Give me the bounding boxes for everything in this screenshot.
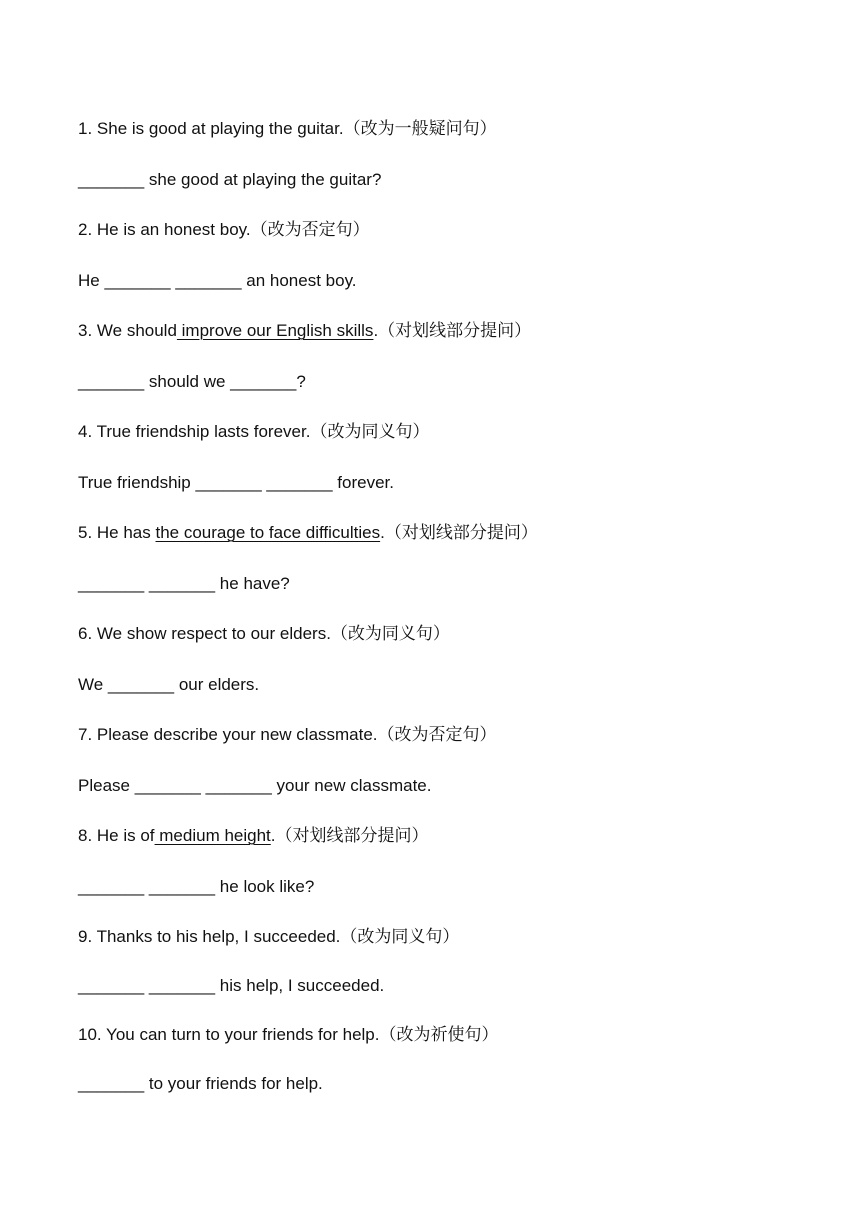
instruction: （改为祈使句） — [379, 1025, 499, 1044]
question-1-answer: _______ she good at playing the guitar? — [78, 170, 382, 189]
prompt-text: 8. He is of — [78, 826, 155, 845]
question-5-answer: _______ _______ he have? — [78, 574, 290, 593]
question-6-prompt — [78, 623, 450, 645]
instruction: （对划线部分提问） — [384, 523, 538, 542]
underlined-part: medium height — [154, 826, 271, 845]
question-10-prompt — [78, 1024, 498, 1046]
prompt-text: 9. Thanks to his help, I succeeded. — [78, 927, 341, 946]
question-3-prompt — [78, 320, 531, 342]
prompt-tail: . — [373, 321, 379, 340]
instruction: （改为同义句） — [310, 422, 430, 441]
prompt-text: 5. He has — [78, 523, 156, 542]
prompt-text: 2. He is an honest boy. — [78, 220, 251, 239]
question-9-prompt — [78, 926, 459, 948]
question-3-answer: _______ should we _______? — [78, 372, 306, 391]
question-7-prompt — [78, 724, 497, 746]
instruction: （对划线部分提问） — [275, 826, 429, 845]
question-8-prompt — [78, 825, 429, 847]
question-6-answer: We _______ our elders. — [78, 675, 260, 694]
instruction: （改为同义句） — [330, 624, 450, 643]
instruction: （改为一般疑问句） — [343, 119, 497, 138]
prompt-tail: . — [380, 523, 385, 542]
instruction: （改为同义句） — [340, 927, 460, 946]
instruction: （对划线部分提问） — [378, 321, 532, 340]
question-4-prompt — [78, 421, 429, 443]
prompt-tail: . — [270, 826, 276, 845]
question-9-answer: _______ _______ his help, I succeeded. — [78, 976, 385, 995]
prompt-text: 10. You can turn to your friends for help. — [78, 1025, 380, 1044]
question-1-prompt — [78, 118, 497, 140]
question-2-prompt — [78, 219, 370, 241]
underlined-part: the courage to face difficulties — [155, 523, 381, 542]
prompt-text: 6. We show respect to our elders. — [78, 624, 331, 643]
question-8-answer: _______ _______ he look like? — [78, 877, 315, 896]
underlined-part: improve our English skills — [176, 321, 374, 340]
instruction: （改为否定句） — [250, 220, 370, 239]
prompt-text: 7. Please describe your new classmate. — [78, 725, 378, 744]
prompt-text: 1. She is good at playing the guitar. — [78, 119, 344, 138]
question-2-answer: He _______ _______ an honest boy. — [78, 271, 357, 290]
question-7-answer: Please _______ _______ your new classmate. — [78, 776, 432, 795]
question-5-prompt — [78, 522, 538, 544]
instruction: （改为否定句） — [377, 725, 497, 744]
question-4-answer: True friendship _______ _______ forever. — [78, 473, 394, 492]
question-10-answer: _______ to your friends for help. — [78, 1074, 323, 1093]
prompt-text: 4. True friendship lasts forever. — [78, 422, 311, 441]
prompt-text: 3. We should — [78, 321, 177, 340]
